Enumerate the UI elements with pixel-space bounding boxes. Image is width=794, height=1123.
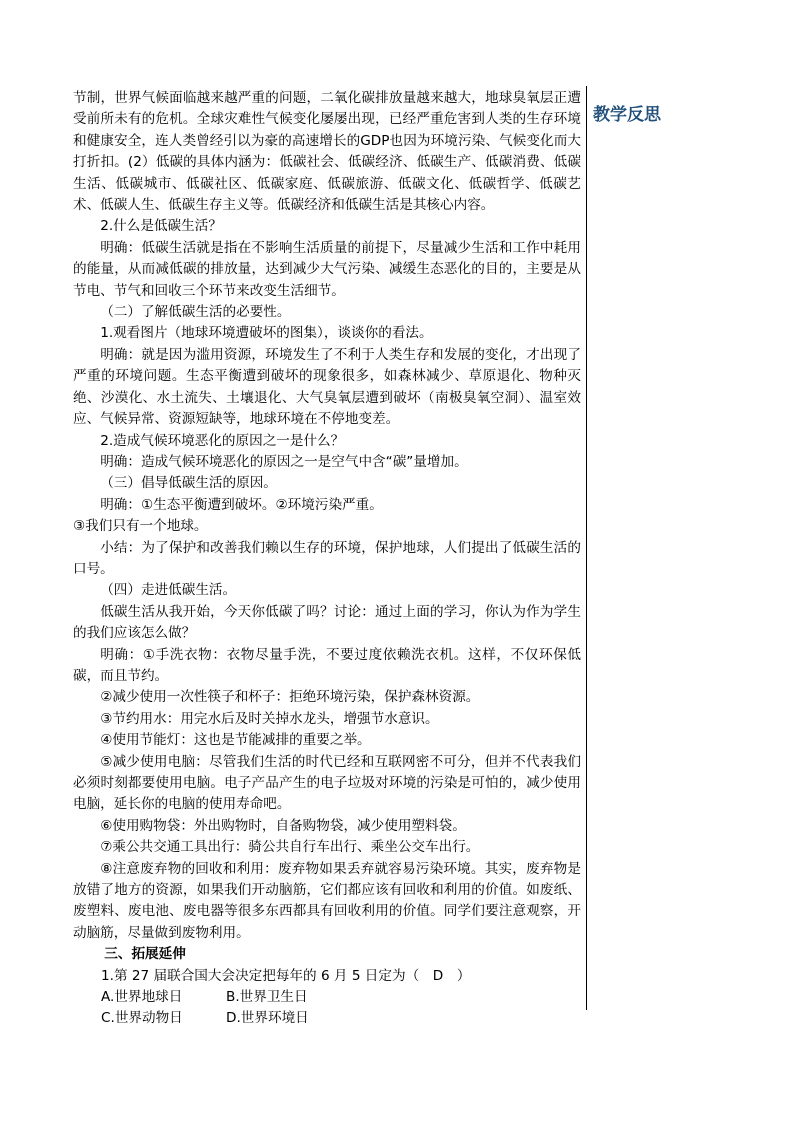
paragraph: 2.造成气候环境恶化的原因之一是什么？	[100, 432, 345, 449]
paragraph: 2.什么是低碳生活？	[100, 218, 222, 235]
paragraph: ③我们只有一个地球。	[73, 518, 208, 535]
paragraph: （四）走进低碳生活。	[100, 582, 237, 599]
paragraph: 低碳生活从我开始，今天你低碳了吗？讨论：通过上面的学习，你认为作为学生的我们应该怎么做？	[73, 603, 581, 642]
paragraph: ④使用节能灯：这也是节能减排的重要之举。	[100, 732, 371, 749]
paragraph: ⑥使用购物袋：外出购物时，自备购物袋，减少使用塑料袋。	[100, 817, 466, 834]
paragraph: （三）倡导低碳生活的原因。	[100, 475, 277, 492]
question-stem: 1.第 27 届联合国大会决定把每年的 6 月 5 日定为（ D ）	[101, 967, 471, 984]
paragraph: 明确：①生态平衡遭到破坏。②环境污染严重。	[100, 496, 383, 513]
paragraph: 明确：造成气候环境恶化的原因之一是空气中含“碳”量增加。	[100, 453, 468, 470]
paragraph: ⑧注意废弃物的回收和利用：废弃物如果丢弃就容易污染环境。其实，废弃物是放错了地方的资源，如果我们开动脑筋，它们都应该有回收和利用的价值。如废纸、废塑料、废电池、废电器等很多东西都具有回收利用的价值。同学们要注意观察，开动脑筋，尽量做到废物利用。	[73, 860, 581, 941]
paragraph: ②减少使用一次性筷子和杯子：拒绝环境污染，保护森林资源。	[100, 689, 480, 706]
options-row-2	[73, 1008, 581, 1029]
section-title-extension: 三、拓展延伸	[104, 946, 186, 963]
paragraph: 明确：低碳生活就是指在不影响生活质量的前提下，尽量减少生活和工作中耗用的能量，从而减低碳的排放量，达到减少大气污染、减缓生态恶化的目的，主要是从节电、节气和回收三个环节来改变生活细节。	[73, 239, 581, 299]
paragraph: 1.观看图片（地球环境遭破坏的图集），谈谈你的看法。	[100, 325, 433, 342]
option-d: D.世界环境日	[226, 1010, 309, 1027]
paragraph: ③节约用水：用完水后及时关掉水龙头，增强节水意识。	[100, 710, 439, 727]
paragraph: ⑦乘公共交通工具出行：骑公共自行车出行、乘坐公交车出行。	[100, 839, 480, 856]
paragraph: 明确：①手洗衣物：衣物尽量手洗，不要过度依赖洗衣机。这样，不仅环保低碳，而且节约。	[73, 646, 581, 684]
paragraph: 小结：为了保护和改善我们赖以生存的环境，保护地球，人们提出了低碳生活的口号。	[73, 539, 581, 577]
paragraph: 明确：就是因为滥用资源，环境发生了不利于人类生存和发展的变化，才出现了严重的环境问题。生态平衡遭到破坏的现象很多，如森林减少、草原退化、物种灭绝、沙漠化、水土流失、土壤退化、大气臭氧层遭到破坏（南极臭氧空洞）、温室效应、气候异常、资源短缺等，地球环境在不停地变差。	[73, 346, 581, 428]
table-divider-line	[586, 86, 587, 1010]
paragraph: ⑤减少使用电脑：尽管我们生活的时代已经和互联网密不可分，但并不代表我们必须时刻都要使用电脑。电子产品产生的电子垃圾对环境的污染是可怕的，减少使用电脑，延长你的电脑的使用寿命吧。	[73, 753, 581, 813]
option-c: C.世界动物日	[101, 1010, 183, 1027]
option-a: A.世界地球日	[101, 989, 183, 1006]
option-b: B.世界卫生日	[226, 989, 308, 1006]
paragraph-list	[73, 88, 581, 944]
paragraph: 节制，世界气候面临越来越严重的问题，二氧化碳排放量越来越大，地球臭氧层正遭受前所未有的危机。全球灾难性气候变化屡屡出现，已经严重危害到人类的生存环境和健康安全，连人类曾经引以为豪的高速增长的GDP也因为环境污染、气候变化而大打折扣。(2）低碳的具体内涵为：低碳社会、低碳经济、低碳生产、低碳消费、低碳生活、低碳城市、低碳社区、低碳家庭、低碳旅游、低碳文化、低碳哲学、低碳艺术、低碳人生、低碳生存主义等。低碳经济和低碳生活是其核心内容。	[73, 90, 581, 214]
reflection-title: 教学反思	[593, 105, 661, 125]
lesson-content	[73, 88, 581, 1030]
options-row-1	[73, 987, 581, 1008]
paragraph: （二）了解低碳生活的必要性。	[100, 304, 291, 321]
